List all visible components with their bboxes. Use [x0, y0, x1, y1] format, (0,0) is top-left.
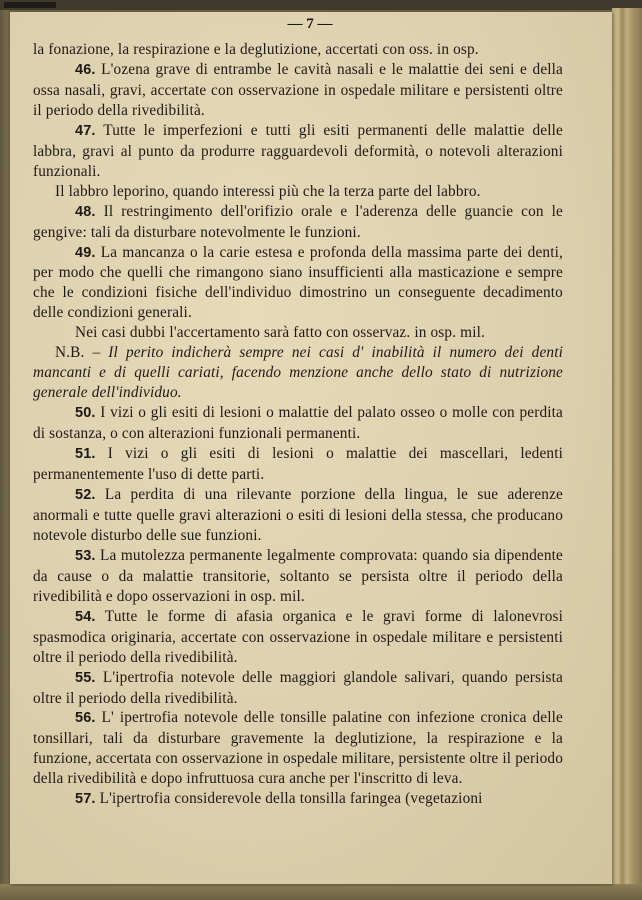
article-text: Il restringimento dell'orifizio orale e l'aderenza delle guancie con le gengive: tali da disturbare notevolmente le funzioni. — [33, 202, 563, 241]
nb-prefix: N.B. – — [55, 344, 109, 362]
article-48 — [33, 202, 563, 243]
article-number: 55. — [75, 669, 96, 686]
article-number: 49. — [75, 244, 96, 261]
page-number: — 7 — — [287, 16, 333, 32]
article-number: 53. — [75, 547, 96, 564]
nb-text: Il perito indicherà sempre nei casi d' inabilità il numero dei denti mancanti e di quelli cariati, facendo menzione anche dello stato di nutrizione generale dell'individuo. — [33, 344, 563, 402]
article-number: 47. — [75, 122, 96, 139]
scanner-bottom-strip — [0, 884, 642, 900]
article-47 — [33, 121, 563, 182]
article-text: Tutte le forme di afasia organica e le gravi forme di lalonevrosi spasmodica originaria, accertate con osservazione in ospedale militare e persistenti oltre il periodo della rivedibilità. — [33, 607, 563, 666]
article-46 — [33, 60, 563, 121]
article-50 — [33, 403, 563, 444]
article-51 — [33, 444, 563, 485]
article-55 — [33, 668, 563, 709]
article-52 — [33, 485, 563, 546]
book-page-edges — [612, 8, 642, 888]
article-number: 57. — [75, 791, 96, 808]
article-text: Tutte le imperfezioni e tutti gli esiti permanenti delle malattie delle labbra, gravi al punto da produrre ragguardevoli deformità, o notevoli alterazioni funzionali. — [33, 121, 563, 180]
article-49 — [33, 243, 563, 324]
article-text: L'ipertrofia notevole delle maggiori glandole salivari, quando persista oltre il periodo della rivedibilità. — [33, 668, 563, 707]
article-text: La mancanza o la carie estesa e profonda della massima parte dei denti, per modo che quelli che rimangono siano insufficienti alla masticazione e sempre che le condizioni fisiche dell'individuo dimostrino un conseguente decadimento delle condizioni generali. — [33, 243, 563, 322]
article-text: I vizi o gli esiti di lesioni o malattie dei mascellari, ledenti permanentemente l'uso di dette parti. — [33, 445, 563, 484]
article-number: 48. — [75, 203, 96, 220]
article-text: La mutolezza permanente legalmente comprovata: quando sia dipendente da cause o da malattie transitorie, soltanto se persista oltre il periodo della rivedibilità e dopo osservazioni in osp. mil. — [33, 546, 563, 605]
nb-note — [33, 343, 563, 403]
article-number: 51. — [75, 446, 96, 463]
article-text: L'ozena grave di entrambe le cavità nasali e le malattie dei seni e della ossa nasali, gravi, accertate con osservazione in ospedale militare e persistenti oltre il periodo della rivedibilità. — [33, 60, 563, 119]
article-number: 56. — [75, 710, 96, 727]
article-56 — [33, 708, 563, 789]
article-text: L' ipertrofia notevole delle tonsille palatine con infezione cronica delle tonsillari, tali da disturbare gravemente la deglutizione, la respirazione e la funzione, accertata con osservazione in ospedale militare, persistente oltre il periodo della rivedibilità e dopo infruttuosa cura anche per l'inscritto di leva. — [33, 709, 563, 788]
article-text: La perdita di una rilevante porzione della lingua, le sue aderenze anormali e tutte quelle gravi alterazioni o esiti di lesioni della stessa, che producano notevole disturbo delle sue funzioni. — [33, 485, 563, 544]
article-53 — [33, 546, 563, 607]
article-number: 46. — [75, 61, 96, 78]
body-text — [33, 40, 563, 810]
article-number: 50. — [75, 405, 96, 422]
article-text: I vizi o gli esiti di lesioni o malattie del palato osseo o molle con perdita di sostanza, o con alterazioni funzionali permanenti. — [33, 404, 563, 443]
article-number: 52. — [75, 486, 96, 503]
article-54 — [33, 607, 563, 668]
article-57 — [33, 789, 563, 810]
article-text: L'ipertrofia considerevole della tonsilla faringea (vegetazioni — [95, 790, 483, 808]
dubious-cases-note: Nei casi dubbi l'accertamento sarà fatto con osservaz. in osp. mil. — [75, 324, 485, 342]
article-number: 54. — [75, 608, 96, 625]
labbro-leporino-note: Il labbro leporino, quando interessi più che la terza parte del labbro. — [55, 182, 481, 200]
scanner-tab-mark — [4, 2, 56, 8]
scanner-top-strip — [0, 0, 642, 10]
paragraph-continuation: la fonazione, la respirazione e la deglutizione, accertati con oss. in osp. — [33, 41, 479, 58]
